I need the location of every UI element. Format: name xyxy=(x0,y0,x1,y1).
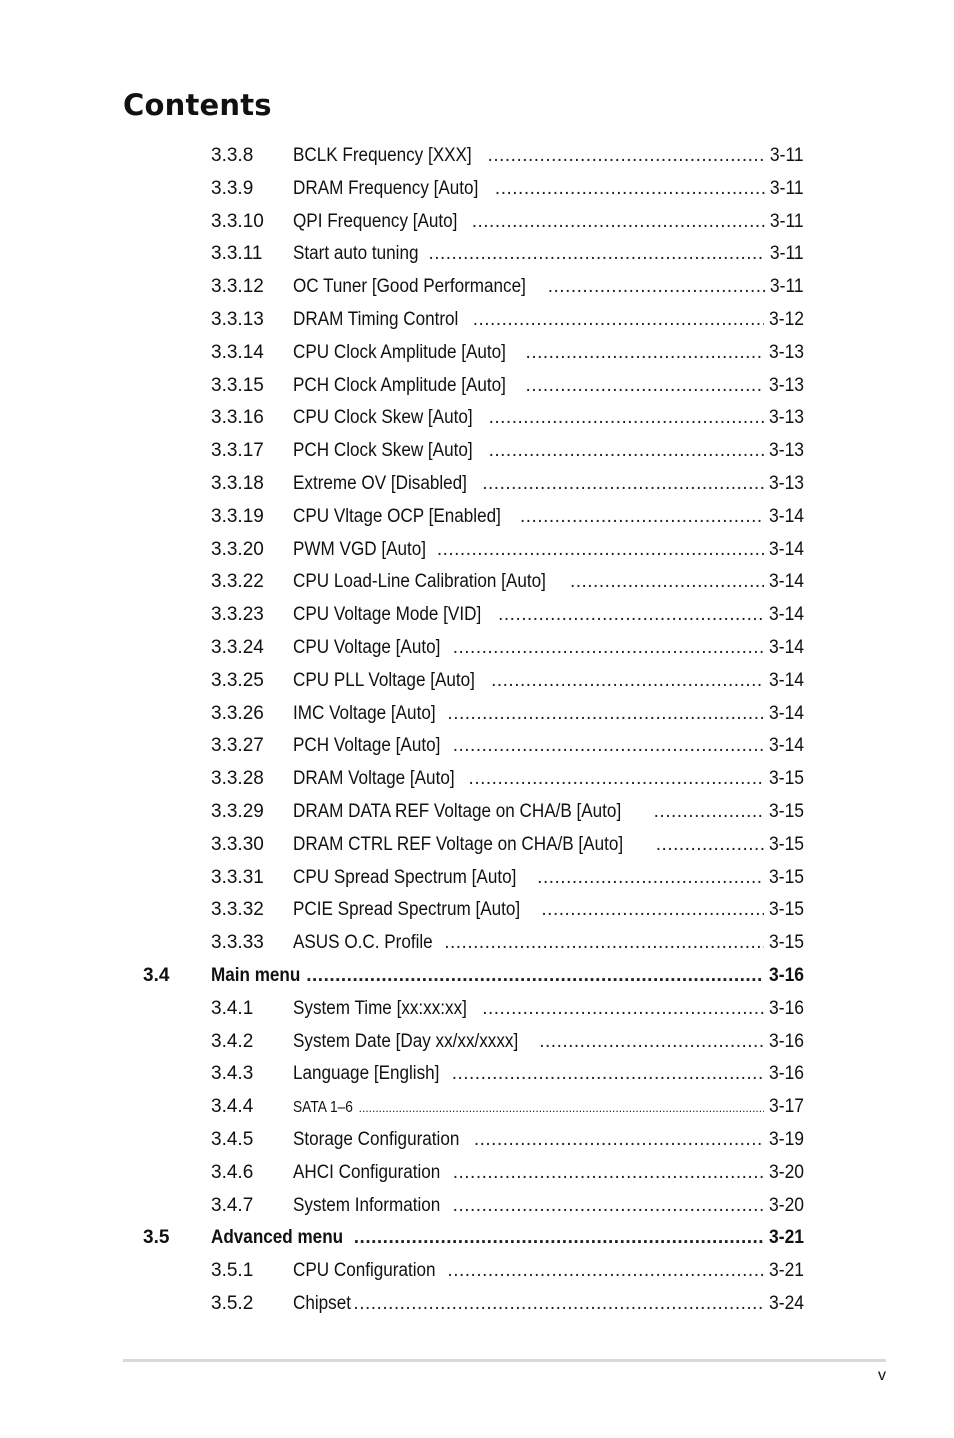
toc-dot-leader xyxy=(447,1255,764,1288)
toc-entry-line xyxy=(293,140,804,173)
toc-entry-number: 3.5.1 xyxy=(211,1260,254,1282)
footer-divider xyxy=(123,1359,886,1362)
toc-entry[interactable] xyxy=(0,632,954,665)
toc-entry-page: 3-19 xyxy=(769,1128,804,1150)
toc-entry-page: 3-14 xyxy=(769,702,804,724)
toc-entry-line xyxy=(293,665,804,698)
toc-entry-label: Storage Configuration xyxy=(293,1128,460,1150)
toc-entry[interactable] xyxy=(0,763,954,796)
toc-dot-leader xyxy=(548,271,766,304)
toc-entry-label: PCIE Spread Spectrum [Auto] xyxy=(293,899,521,921)
toc-entry-number: 3.3.25 xyxy=(211,669,264,691)
toc-entry[interactable] xyxy=(0,894,954,927)
toc-entry-page: 3-16 xyxy=(769,1030,804,1052)
toc-entry-line xyxy=(293,632,804,665)
toc-entry-page: 3-21 xyxy=(769,1260,804,1282)
toc-entry-line xyxy=(293,337,804,370)
toc-entry-label: CPU PLL Voltage [Auto] xyxy=(293,669,475,691)
toc-entry-line xyxy=(211,1222,804,1255)
toc-dot-leader xyxy=(537,862,764,895)
toc-entry-label: Start auto tuning xyxy=(293,243,419,265)
toc-entry[interactable] xyxy=(0,599,954,632)
toc-dot-leader xyxy=(469,763,764,796)
toc-entry[interactable] xyxy=(0,271,954,304)
toc-entry-line xyxy=(293,993,804,1026)
toc-entry[interactable] xyxy=(0,501,954,534)
toc-entry[interactable] xyxy=(0,927,954,960)
toc-entry-line xyxy=(293,271,804,304)
toc-dot-leader xyxy=(453,1190,764,1223)
toc-entry-line xyxy=(293,173,804,206)
toc-entry-line xyxy=(293,829,804,862)
toc-entry-label: PCH Clock Amplitude [Auto] xyxy=(293,374,506,396)
toc-dot-leader xyxy=(498,599,764,632)
toc-entry-line xyxy=(293,894,804,927)
toc-dot-leader xyxy=(541,894,764,927)
toc-entry-line xyxy=(293,501,804,534)
toc-entry-line xyxy=(293,698,804,731)
toc-dot-leader xyxy=(570,566,764,599)
toc-entry-label: CPU Spread Spectrum [Auto] xyxy=(293,866,517,888)
toc-entry-number: 3.3.23 xyxy=(211,604,264,626)
toc-entry-line xyxy=(293,534,804,567)
toc-entry-line xyxy=(293,468,804,501)
toc-entry[interactable] xyxy=(0,370,954,403)
toc-entry-label: QPI Frequency [Auto] xyxy=(293,210,458,232)
toc-entry-page: 3-12 xyxy=(769,308,804,330)
toc-entry-label: IMC Voltage [Auto] xyxy=(293,702,436,724)
toc-section-entry[interactable] xyxy=(0,960,954,993)
toc-dot-leader xyxy=(353,1288,764,1321)
toc-entry[interactable] xyxy=(0,796,954,829)
toc-entry[interactable] xyxy=(0,1124,954,1157)
toc-dot-leader xyxy=(656,829,764,862)
toc-entry-number: 3.5 xyxy=(143,1227,170,1249)
page-title: Contents xyxy=(123,88,272,122)
toc-entry-line xyxy=(293,566,804,599)
toc-entry-page: 3-20 xyxy=(769,1161,804,1183)
toc-entry-label: DRAM DATA REF Voltage on CHA/B [Auto] xyxy=(293,800,622,822)
toc-entry-label: CPU Clock Amplitude [Auto] xyxy=(293,341,506,363)
toc-entry-page: 3-13 xyxy=(769,407,804,429)
toc-entry-number: 3.3.29 xyxy=(211,800,264,822)
toc-entry-number: 3.3.20 xyxy=(211,538,264,560)
toc-entry-number: 3.3.10 xyxy=(211,210,264,232)
toc-entry-page: 3-11 xyxy=(770,243,804,265)
toc-entry-label: CPU Voltage Mode [VID] xyxy=(293,604,482,626)
toc-entry-line xyxy=(293,238,804,271)
toc-entry-label: BCLK Frequency [XXX] xyxy=(293,145,472,166)
toc-entry-number: 3.3.17 xyxy=(211,440,264,462)
toc-dot-leader xyxy=(473,304,764,337)
toc-entry[interactable] xyxy=(0,1091,954,1124)
toc-entry[interactable] xyxy=(0,1058,954,1091)
toc-entry-number: 3.3.31 xyxy=(211,866,264,888)
toc-entry-label: AHCI Configuration xyxy=(293,1161,441,1183)
toc-entry[interactable] xyxy=(0,140,954,173)
toc-entry-page: 3-13 xyxy=(769,374,804,396)
toc-entry-label: SATA 1–6 xyxy=(293,1099,353,1117)
toc-entry-page: 3-20 xyxy=(769,1194,804,1216)
toc-entry-page: 3-14 xyxy=(769,505,804,527)
toc-dot-leader xyxy=(354,1222,764,1255)
toc-entry[interactable] xyxy=(0,173,954,206)
toc-entry-label: Advanced menu xyxy=(211,1227,344,1249)
toc-section-entry[interactable] xyxy=(0,1222,954,1255)
toc-dot-leader xyxy=(444,927,764,960)
toc-entry-number: 3.3.19 xyxy=(211,505,264,527)
toc-entry-line xyxy=(293,206,804,239)
toc-entry[interactable] xyxy=(0,468,954,501)
toc-entry-page: 3-17 xyxy=(769,1096,804,1118)
toc-entry-number: 3.3.18 xyxy=(211,472,264,494)
toc-entry-page: 3-14 xyxy=(769,636,804,658)
toc-entry[interactable] xyxy=(0,238,954,271)
toc-entry-label: PCH Clock Skew [Auto] xyxy=(293,440,473,462)
toc-entry-label: PCH Voltage [Auto] xyxy=(293,735,441,757)
toc-entry-page: 3-14 xyxy=(769,538,804,560)
toc-entry-number: 3.3.16 xyxy=(211,407,264,429)
toc-dot-leader xyxy=(428,238,765,271)
toc-entry-number: 3.3.13 xyxy=(211,308,264,330)
toc-entry-number: 3.4 xyxy=(143,964,170,986)
toc-entry-page: 3-16 xyxy=(769,1063,804,1085)
toc-entry-page: 3-11 xyxy=(770,276,804,298)
toc-entry[interactable] xyxy=(0,730,954,763)
toc-entry-page: 3-13 xyxy=(769,440,804,462)
toc-entry-page: 3-16 xyxy=(769,964,804,986)
toc-entry-number: 3.3.9 xyxy=(211,177,254,199)
toc-entry-line xyxy=(293,402,804,435)
toc-entry-line xyxy=(293,370,804,403)
toc-entry-number: 3.3.30 xyxy=(211,833,264,855)
toc-entry-number: 3.4.4 xyxy=(211,1096,254,1118)
toc-dot-leader xyxy=(474,1124,764,1157)
toc-entry-number: 3.4.5 xyxy=(211,1128,254,1150)
toc-entry-number: 3.3.22 xyxy=(211,571,264,593)
toc-dot-leader xyxy=(654,796,764,829)
toc-entry[interactable] xyxy=(0,534,954,567)
toc-entry-line xyxy=(211,960,804,993)
toc-entry-number: 3.3.26 xyxy=(211,702,264,724)
toc-entry-line xyxy=(293,1026,804,1059)
toc-dot-leader xyxy=(453,632,764,665)
toc-entry-label: CPU Clock Skew [Auto] xyxy=(293,407,473,429)
toc-dot-leader xyxy=(472,206,766,239)
toc-entry-label: PWM VGD [Auto] xyxy=(293,538,427,560)
toc-entry-line xyxy=(293,1288,804,1321)
toc-entry-number: 3.3.28 xyxy=(211,768,264,790)
toc-dot-leader xyxy=(452,1058,764,1091)
toc-entry-page: 3-15 xyxy=(769,833,804,855)
toc-entry-number: 3.3.11 xyxy=(211,243,263,265)
toc-entry-label: System Information xyxy=(293,1194,441,1216)
toc-entry-page: 3-14 xyxy=(769,669,804,691)
toc-dot-leader xyxy=(491,665,764,698)
toc-dot-leader xyxy=(489,402,764,435)
toc-dot-leader xyxy=(482,468,764,501)
toc-entry-number: 3.3.14 xyxy=(211,341,264,363)
toc-entry-number: 3.4.6 xyxy=(211,1161,254,1183)
toc-entry-page: 3-15 xyxy=(769,866,804,888)
toc-entry[interactable] xyxy=(0,337,954,370)
toc-entry-page: 3-11 xyxy=(770,177,804,199)
toc-entry-page: 3-15 xyxy=(769,899,804,921)
toc-entry-number: 3.3.8 xyxy=(211,145,254,166)
toc-entry[interactable] xyxy=(0,402,954,435)
toc-entry-line xyxy=(293,730,804,763)
toc-entry-label: CPU Configuration xyxy=(293,1260,436,1282)
toc-dot-leader xyxy=(453,730,764,763)
toc-entry-page: 3-21 xyxy=(769,1227,804,1249)
toc-entry-page: 3-24 xyxy=(769,1292,804,1314)
toc-entry-line xyxy=(293,862,804,895)
toc-dot-leader xyxy=(482,993,764,1026)
toc-dot-leader xyxy=(520,501,764,534)
toc-entry-page: 3-13 xyxy=(769,472,804,494)
toc-entry[interactable] xyxy=(0,566,954,599)
toc-entry-line xyxy=(293,435,804,468)
toc-entry-label: Chipset xyxy=(293,1292,351,1314)
toc-entry-line xyxy=(293,1255,804,1288)
toc-entry-page: 3-11 xyxy=(770,210,804,232)
toc-entry-page: 3-15 xyxy=(769,800,804,822)
toc-entry-line xyxy=(293,1124,804,1157)
toc-dot-leader xyxy=(526,337,764,370)
toc-entry-page: 3-13 xyxy=(769,341,804,363)
toc-dot-leader xyxy=(489,435,764,468)
toc-entry-line xyxy=(293,796,804,829)
toc-entry-number: 3.4.7 xyxy=(211,1194,254,1216)
toc-dot-leader xyxy=(526,370,764,403)
toc-entry-label: System Date [Day xx/xx/xxxx] xyxy=(293,1030,519,1052)
toc-entry[interactable] xyxy=(0,1190,954,1223)
toc-entry[interactable] xyxy=(0,1288,954,1321)
toc-entry-page: 3-15 xyxy=(769,932,804,954)
toc-entry-line xyxy=(293,304,804,337)
toc-entry-number: 3.5.2 xyxy=(211,1292,254,1314)
toc-entry-label: OC Tuner [Good Performance] xyxy=(293,276,526,298)
toc-entry-page: 3-11 xyxy=(770,145,804,166)
toc-dot-leader xyxy=(306,960,764,993)
toc-entry-page: 3-14 xyxy=(769,571,804,593)
toc-entry-label: CPU Vltage OCP [Enabled] xyxy=(293,505,501,527)
toc-entry-line xyxy=(293,599,804,632)
table-of-contents xyxy=(0,140,954,1321)
toc-entry-label: CPU Voltage [Auto] xyxy=(293,636,441,658)
toc-entry-number: 3.3.15 xyxy=(211,374,264,396)
toc-entry-number: 3.3.24 xyxy=(211,636,264,658)
toc-entry[interactable] xyxy=(0,435,954,468)
toc-entry-label: System Time [xx:xx:xx] xyxy=(293,997,467,1019)
toc-entry-number: 3.4.1 xyxy=(211,997,254,1019)
toc-dot-leader xyxy=(359,1092,764,1125)
toc-entry-line xyxy=(293,1058,804,1091)
toc-entry-label: ASUS O.C. Profile xyxy=(293,932,433,954)
toc-entry[interactable] xyxy=(0,698,954,731)
toc-entry[interactable] xyxy=(0,1157,954,1190)
toc-dot-leader xyxy=(539,1026,764,1059)
toc-entry-number: 3.3.32 xyxy=(211,899,264,921)
page-number: v xyxy=(878,1367,886,1384)
toc-entry-label: DRAM Timing Control xyxy=(293,308,459,330)
toc-entry-label: Language [English] xyxy=(293,1063,440,1085)
toc-entry[interactable] xyxy=(0,1026,954,1059)
toc-entry-page: 3-15 xyxy=(769,768,804,790)
toc-entry-number: 3.3.33 xyxy=(211,932,264,954)
toc-entry-line xyxy=(293,1190,804,1223)
toc-entry-page: 3-14 xyxy=(769,735,804,757)
toc-dot-leader xyxy=(495,173,765,206)
toc-entry-number: 3.3.27 xyxy=(211,735,264,757)
toc-dot-leader xyxy=(437,534,764,567)
toc-entry-label: CPU Load-Line Calibration [Auto] xyxy=(293,571,546,593)
toc-entry-number: 3.4.2 xyxy=(211,1030,254,1052)
toc-entry[interactable] xyxy=(0,862,954,895)
toc-dot-leader xyxy=(447,698,764,731)
toc-entry-label: DRAM Frequency [Auto] xyxy=(293,177,479,199)
toc-entry-line xyxy=(293,1157,804,1190)
toc-entry-label: Extreme OV [Disabled] xyxy=(293,472,467,494)
toc-entry-line xyxy=(293,1091,804,1125)
toc-entry[interactable] xyxy=(0,304,954,337)
toc-entry-label: Main menu xyxy=(211,964,301,986)
toc-entry[interactable] xyxy=(0,206,954,239)
toc-entry-label: DRAM CTRL REF Voltage on CHA/B [Auto] xyxy=(293,833,624,855)
toc-entry-page: 3-16 xyxy=(769,997,804,1019)
toc-entry-line xyxy=(293,927,804,960)
toc-dot-leader xyxy=(453,1157,764,1190)
toc-entry-line xyxy=(293,763,804,796)
toc-entry-number: 3.4.3 xyxy=(211,1063,254,1085)
toc-entry[interactable] xyxy=(0,993,954,1026)
toc-entry[interactable] xyxy=(0,665,954,698)
toc-entry-page: 3-14 xyxy=(769,604,804,626)
toc-entry-label: DRAM Voltage [Auto] xyxy=(293,768,455,790)
toc-entry[interactable] xyxy=(0,1255,954,1288)
toc-dot-leader xyxy=(488,140,766,173)
toc-entry-number: 3.3.12 xyxy=(211,276,264,298)
toc-entry[interactable] xyxy=(0,829,954,862)
